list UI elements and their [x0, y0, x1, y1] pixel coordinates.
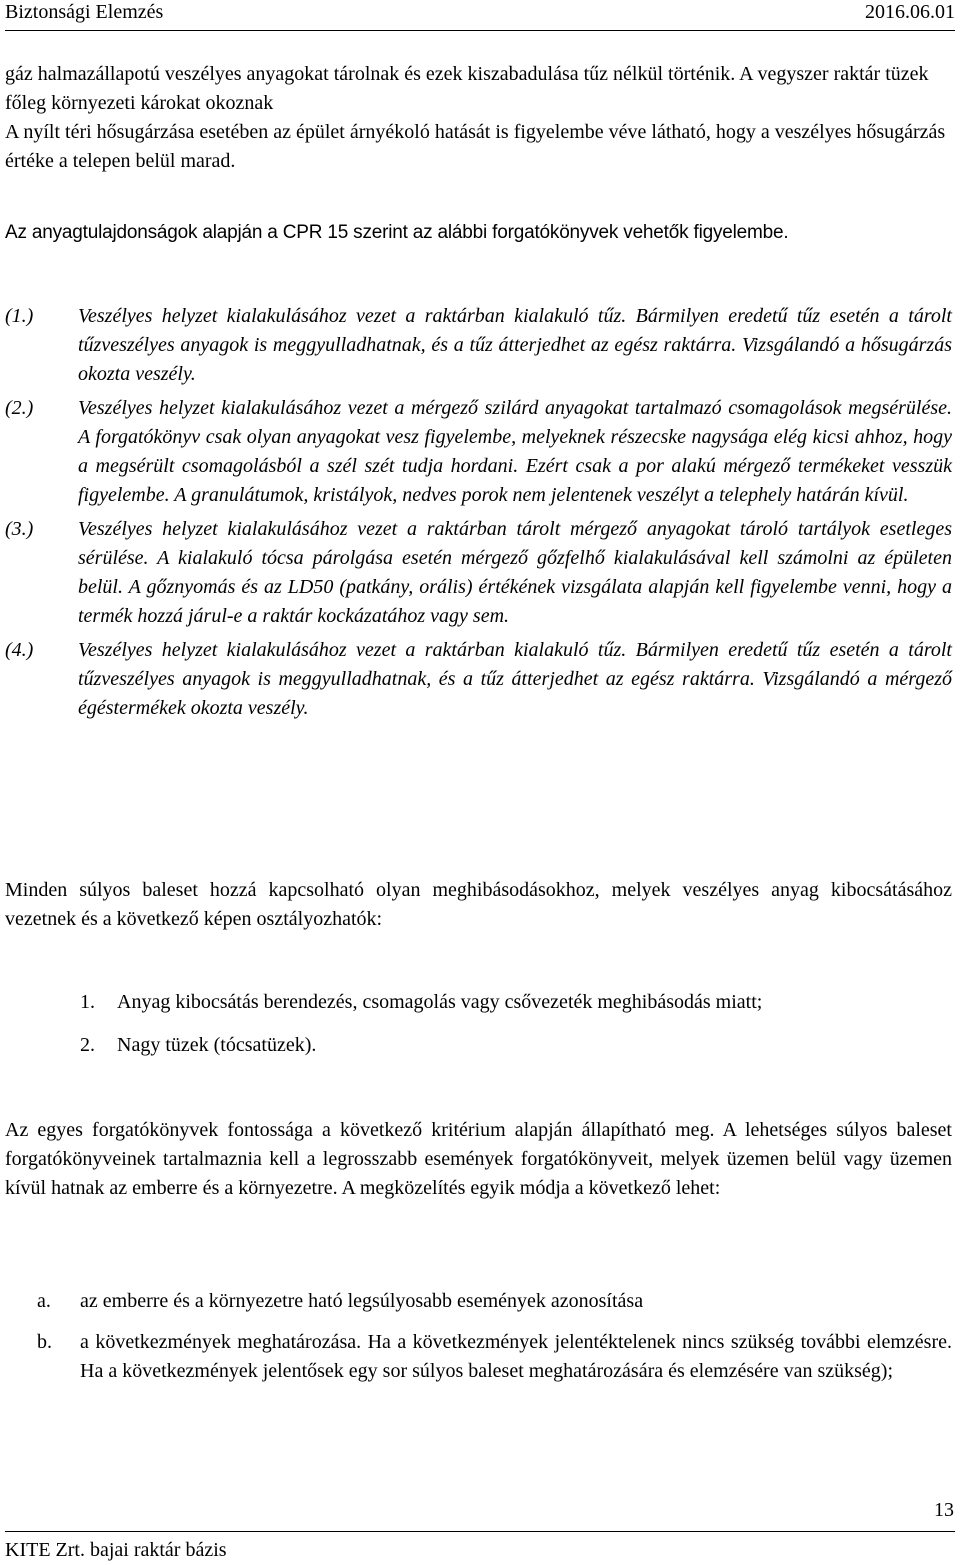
scenario-number: (3.)	[5, 518, 34, 540]
page-footer: KITE Zrt. bajai raktár bázis	[5, 1539, 227, 1561]
scenario-list	[5, 302, 952, 728]
approach-step-list	[5, 1287, 952, 1316]
list-item-text: az emberre és a környezetre ható legsúlyosabb események azonosítása	[80, 1290, 644, 1312]
list-item-letter: a.	[37, 1290, 51, 1312]
document-title: Biztonsági Elemzés	[5, 1, 164, 23]
accident-type-list	[80, 1031, 952, 1060]
intro-paragraph: gáz halmazállapotú veszélyes anyagokat tárolnak és ezek kiszabadulása tűz nélkül történik. A vegyszer raktár tüzek főleg környezeti károkat okoznak A nyílt téri hősugárzása esetében az épület árnyékoló hatását is figyelembe véve látható, hogy a veszélyes hősugárzás értéke a telepen belül marad.	[5, 63, 946, 172]
scenario-item	[5, 302, 952, 389]
list-item-text: Nagy tüzek (tócsatüzek).	[117, 1034, 317, 1056]
scenario-number: (1.)	[5, 305, 34, 327]
scenario-number: (2.)	[5, 397, 34, 419]
list-item	[5, 1328, 952, 1386]
scenario-item	[5, 394, 952, 510]
scenario-item	[5, 636, 952, 723]
scenario-text: Veszélyes helyzet kialakulásához vezet a raktárban tárolt mérgező anyagokat tároló tartályok esetleges sérülése. A kialakuló tócsa párolgása esetén mérgező gőzfelhő kialakulásával kell számolni az épületen belül. A gőznyomás és az LD50 (patkány, orális) értékének vizsgálata alapján kell figyelembe venni, hogy a termék hozzá járul-e a raktár kockázatához vagy sem.	[78, 518, 952, 627]
page-number: 13	[934, 1499, 954, 1521]
list-item-number: 2.	[80, 1034, 95, 1056]
importance-paragraph: Az egyes forgatókönyvek fontossága a következő kritérium alapján állapítható meg. A lehetséges súlyos baleset forgatókönyveinek tartalmaznia kell a legrosszabb események forgatókönyveit, melyek üzemen belül vagy üzemen kívül hatnak az emberre és a környezetre. A megközelítés egyik módja a következő lehet:	[5, 1119, 952, 1199]
list-item-text: Anyag kibocsátás berendezés, csomagolás vagy csővezeték meghibásodás miatt;	[117, 991, 763, 1013]
accident-type-list	[80, 988, 952, 1017]
list-item-number: 1.	[80, 991, 95, 1013]
approach-step-list	[5, 1328, 952, 1386]
list-item	[80, 988, 952, 1017]
list-item	[80, 1031, 952, 1060]
scenario-number: (4.)	[5, 639, 34, 661]
cpr-paragraph: Az anyagtulajdonságok alapján a CPR 15 szerint az alábbi forgatókönyvek vehetők figyelembe.	[5, 222, 789, 243]
scenario-text: Veszélyes helyzet kialakulásához vezet a raktárban kialakuló tűz. Bármilyen eredetű tűz esetén a tárolt tűzveszélyes anyagok is meggyulladhatnak, és a tűz átterjedhet az egész raktárra. Vizsgálandó a mérgező égéstermékek okozta veszély.	[78, 639, 952, 719]
list-item-letter: b.	[37, 1331, 52, 1353]
document-date: 2016.06.01	[865, 1, 955, 23]
footer-divider	[5, 1531, 955, 1532]
page-header	[5, 0, 955, 31]
list-item-text: a következmények meghatározása. Ha a következmények jelentéktelenek nincs szükség további elemzésre. Ha a következmények jelentősek egy sor súlyos baleset meghatározására és elemzésére van szükség);	[80, 1331, 952, 1382]
accident-paragraph: Minden súlyos baleset hozzá kapcsolható olyan meghibásodásokhoz, melyek veszélyes anyag kibocsátásához vezetnek és a következő képen osztályozhatók:	[5, 879, 952, 930]
scenario-item	[5, 515, 952, 631]
scenario-text: Veszélyes helyzet kialakulásához vezet a mérgező szilárd anyagokat tartalmazó csomagolások megsérülése. A forgatókönyv csak olyan anyagokat vesz figyelembe, melyeknek részecske nagysága elég kicsi ahhoz, hogy a megsérült csomagolásból a szél szét tudja hordani. Ezért csak a por alakú mérgező termékeket vesszük figyelembe. A granulátumok, kristályok, nedves porok nem jelentenek veszélyt a telephely határán kívül.	[78, 397, 952, 506]
list-item	[5, 1287, 952, 1316]
scenario-text: Veszélyes helyzet kialakulásához vezet a raktárban kialakuló tűz. Bármilyen eredetű tűz esetén a tárolt tűzveszélyes anyagok is meggyulladhatnak, és a tűz átterjedhet az egész raktárra. Vizsgálandó a hősugárzás okozta veszély.	[78, 305, 952, 385]
